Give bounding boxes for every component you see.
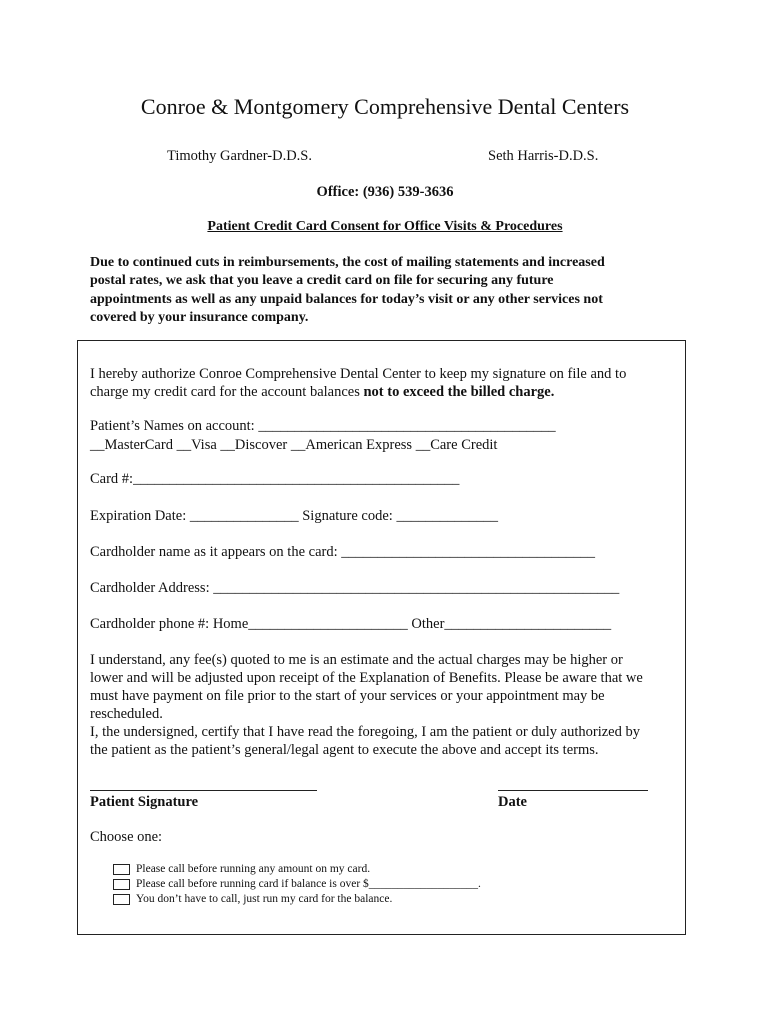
option-label: You don’t have to call, just run my card for the balance. [136,893,393,905]
authorization-text: charge my credit card for the account balances [90,384,364,400]
notice-line: postal rates, we ask that you leave a credit card on file for securing any future [90,273,554,289]
authorization-line [90,383,626,401]
terms-line: rescheduled. [90,706,163,722]
checkbox[interactable] [113,864,130,875]
card-number-field[interactable]: Card #:_____________________________________________ [90,471,460,487]
terms-paragraph [90,651,643,759]
doctor-right: Seth Harris-D.D.S. [488,148,599,164]
cardholder-name-field[interactable]: Cardholder name as it appears on the card: ___________________________________ [90,544,595,560]
office-phone: Office: (936) 539-3636 [316,184,454,200]
patient-signature-label: Patient Signature [90,794,199,810]
terms-line: the patient as the patient’s general/legal agent to execute the above and accept its terms. [90,742,599,758]
terms-line: I understand, any fee(s) quoted to me is an estimate and the actual charges may be higher or [90,652,623,668]
option-call-any-amount[interactable] [113,863,370,875]
date-line[interactable] [498,790,648,791]
notice-line: appointments as well as any unpaid balances for today’s visit or any other services not [90,291,603,307]
doctor-left: Timothy Gardner-D.D.S. [167,148,312,164]
expiration-signature-code-field[interactable]: Expiration Date: _______________ Signature code: ______________ [90,508,498,524]
notice-paragraph [90,254,670,327]
checkbox[interactable] [113,894,130,905]
form-title: Patient Credit Card Consent for Office Visits & Procedures [207,219,563,234]
authorization-line: I hereby authorize Conroe Comprehensive Dental Center to keep my signature on file and to [90,366,627,382]
authorization-statement [90,365,626,401]
cardholder-address-field[interactable]: Cardholder Address: ________________________________________________________ [90,580,620,596]
patient-names-field[interactable]: Patient’s Names on account: _________________________________________ [90,418,556,434]
choose-one-label: Choose one: [90,829,163,845]
practice-title: Conroe & Montgomery Comprehensive Dental Centers [140,94,630,119]
patient-signature-line[interactable] [90,790,317,791]
terms-line: I, the undersigned, certify that I have read the foregoing, I am the patient or duly authorized by [90,724,640,740]
cardholder-phone-field[interactable]: Cardholder phone #: Home______________________ Other_______________________ [90,616,612,632]
checkbox[interactable] [113,879,130,890]
terms-line: lower and will be adjusted upon receipt of the Explanation of Benefits. Please be aware that we [90,670,643,686]
authorization-limit: not to exceed the billed charge. [363,384,555,400]
option-label: Please call before running card if balance is over $___________________. [136,878,481,890]
date-label: Date [498,794,527,810]
notice-line: covered by your insurance company. [90,309,309,325]
terms-line: must have payment on file prior to the start of your services or your appointment may be [90,688,605,704]
notice-line: Due to continued cuts in reimbursements, the cost of mailing statements and increased [90,255,605,270]
card-type-options[interactable]: __MasterCard __Visa __Discover __American Express __Care Credit [90,437,498,453]
option-call-over-balance[interactable] [113,878,481,890]
option-no-call[interactable] [113,893,392,905]
option-label: Please call before running any amount on my card. [136,863,371,875]
